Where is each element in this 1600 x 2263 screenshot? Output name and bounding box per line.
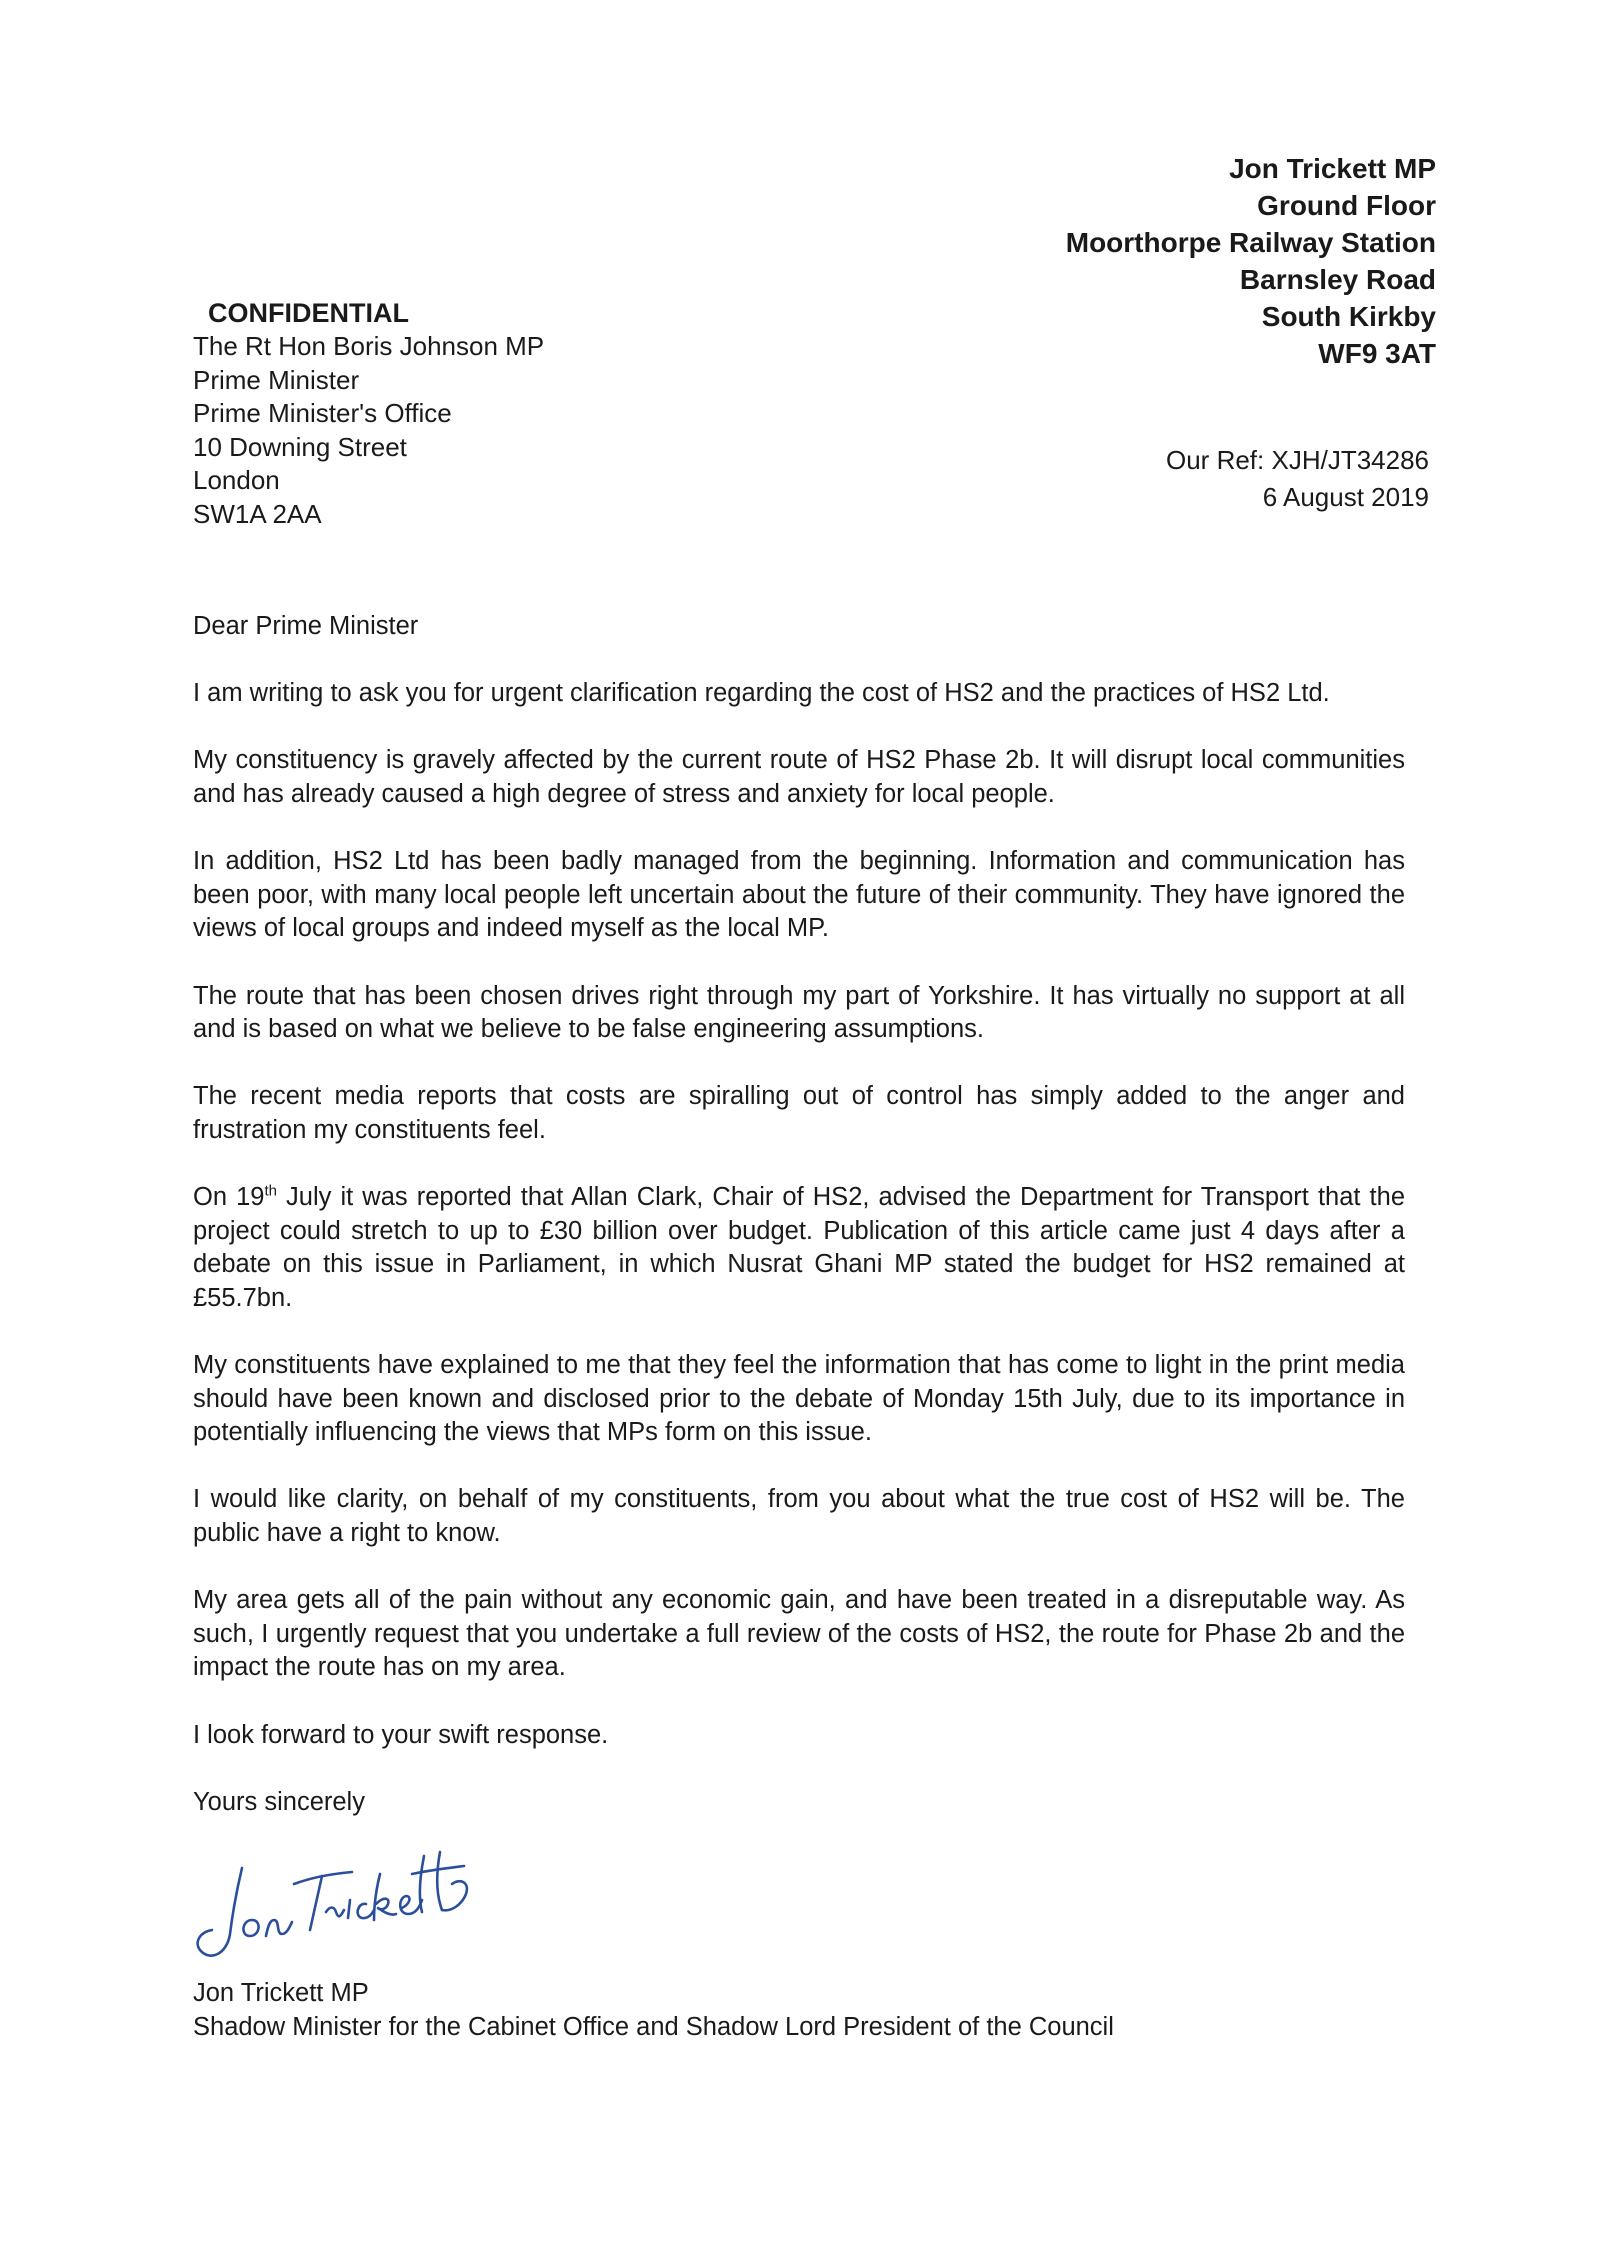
letter-body [193, 610, 1405, 1819]
letter-date: 6 August 2019 [1262, 482, 1429, 512]
signer-name: Jon Trickett MP [193, 1979, 369, 2007]
paragraph: My constituency is gravely affected by the current route of HS2 Phase 2b. It will disrupt local communities and has already caused a high degree of stress and anxiety for local people. [193, 746, 1405, 808]
paragraph: The recent media reports that costs are spiralling out of control has simply added to the anger and frustration my constituents feel. [193, 1082, 1405, 1144]
paragraph: I would like clarity, on behalf of my constituents, from you about what the true cost of HS2 will be. The public have a right to know. [193, 1485, 1405, 1548]
paragraph: My constituents have explained to me that they feel the information that has come to light in the print media should have been known and disclosed prior to the debate of Monday 15th July, due to its importance in potentially influencing the views that MPs form on this issue. [193, 1351, 1405, 1447]
recipient-address-line: London [193, 465, 280, 495]
signer-title: Shadow Minister for the Cabinet Office and Shadow Lord President of the Council [193, 2013, 1114, 2041]
ordinal-suffix: th [264, 1182, 277, 1200]
handwritten-signature [190, 1838, 480, 1968]
paragraph: I am writing to ask you for urgent clarification regarding the cost of HS2 and the practices of HS2 Ltd. [193, 679, 1330, 708]
sender-address-line: Ground Floor [1257, 190, 1436, 221]
sender-address [1066, 150, 1436, 372]
paragraph: In addition, HS2 Ltd has been badly managed from the beginning. Information and communication has been poor, with many local people left uncertain about the future of their community. They have ignored the views of local groups and indeed myself as the local MP. [193, 847, 1405, 943]
paragraph [193, 1181, 1405, 1315]
sender-address-line: Barnsley Road [1239, 264, 1436, 295]
recipient-address-line: Prime Minister's Office [193, 398, 452, 428]
paragraph: My area gets all of the pain without any economic gain, and have been treated in a disreputable way. As such, I urgently request that you undertake a full review of the costs of HS2, the route for Phase 2b and the impact the route has on my area. [193, 1586, 1405, 1682]
closing: Yours sincerely [193, 1787, 365, 1816]
paragraph-text: July it was reported that Allan Clark, Chair of HS2, advised the Department for Transport that the project could stretch to up to £30 billion over budget. Publication of this article came just 4 days after a debate on this issue in Parliament, in which Nusrat Ghani MP stated the budget for HS2 remained at £55.7bn. [193, 1183, 1406, 1312]
signoff-block [193, 1976, 1114, 2044]
sender-address-line: Moorthorpe Railway Station [1065, 227, 1436, 258]
paragraph: The route that has been chosen drives right through my part of Yorkshire. It has virtually no support at all and is based on what we believe to be false engineering assumptions. [193, 981, 1405, 1044]
confidential-marking: CONFIDENTIAL [208, 298, 409, 328]
salutation: Dear Prime Minister [193, 612, 419, 640]
sender-name: Jon Trickett MP [1229, 153, 1436, 184]
paragraph-text: On 19 [193, 1183, 265, 1212]
recipient-address-line: Prime Minister [193, 364, 360, 395]
recipient-address-line: 10 Downing Street [193, 431, 407, 462]
sender-address-line: South Kirkby [1261, 301, 1436, 332]
reference-block [1166, 442, 1429, 516]
recipient-name: The Rt Hon Boris Johnson MP [193, 331, 545, 361]
paragraph: I look forward to your swift response. [193, 1720, 609, 1749]
recipient-postcode: SW1A 2AA [193, 498, 322, 529]
sender-postcode: WF9 3AT [1318, 338, 1436, 369]
our-reference: Our Ref: XJH/JT34286 [1166, 445, 1429, 475]
recipient-address [193, 330, 544, 531]
